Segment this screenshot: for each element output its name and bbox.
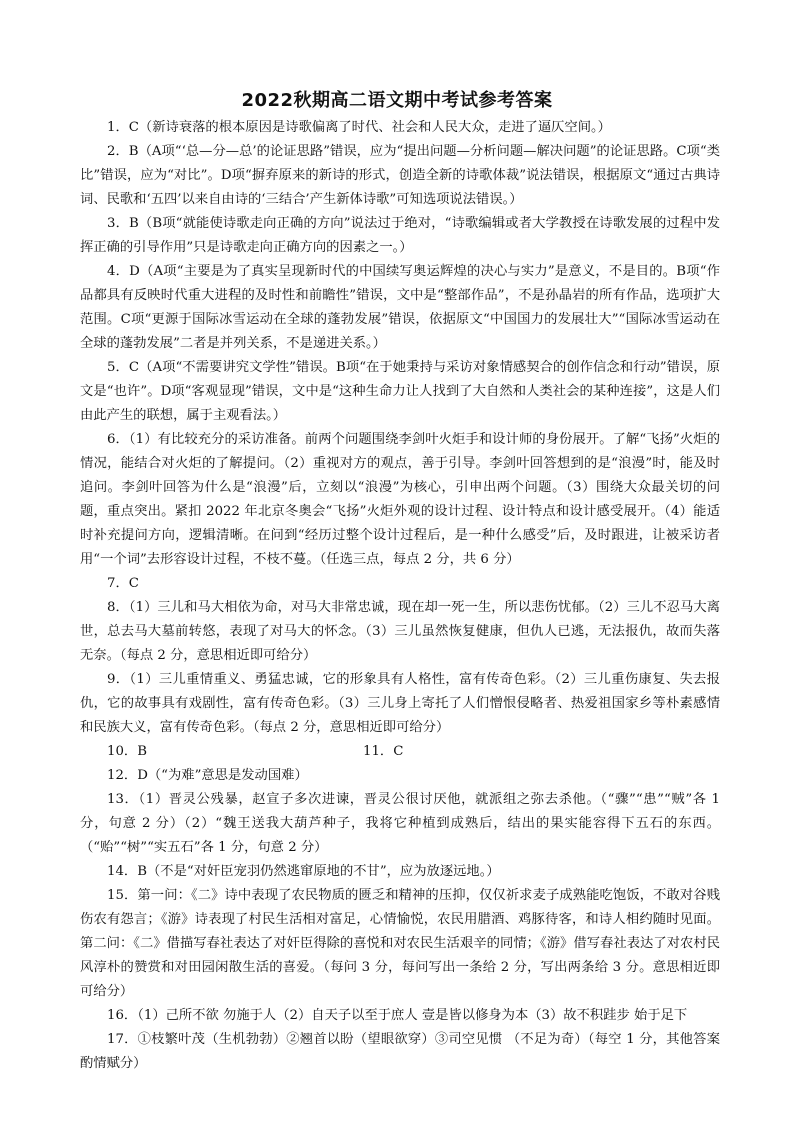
answer-item: 5．C（A项“不需要讲究文学性”错误。B项“在于她秉持与采访对象情感契合的创作信念和行动”错误，原文是“也许”。D项“客观显现”错误，文中是“这种生命力让人找到了大自然和人类社会的某种连接”，这是人们由此产生的联想，属于主观看法。） [80, 360, 720, 423]
answer-item: 10．B [107, 744, 147, 759]
answer-item: 6．（1）有比较充分的采访准备。前两个问题围绕李剑叶火炬手和设计师的身份展开。了解“飞扬”火炬的情况，能结合对火炬的了解提问。（2）重视对方的观点，善于引导。李剑叶回答想到的是“浪漫”时，能及时追问。李剑叶回答为什么是“浪漫”后，立刻以“浪漫”为核心，引申出两个问题。（3）围绕大众最关切的问题，重点突出。紧扣 2022 年北京冬奥会“飞扬”火炬外观的设计过程、设计特点和设计感受展开。（4）能适时补充提问方向，逻辑清晰。在问到“经历过整个设计过程后，是一种什么感受”后，及时跟进，让被采访者用“一个词”去形容设计过程，不枝不蔓。（任选三点，每点 2 分，共 6 分） [80, 432, 720, 567]
answer-item: 15．第一问：《二》诗中表现了农民物质的匮乏和精神的压抑，仅仅祈求麦子成熟能吃饱饭，不敢对谷贱伤农有怨言；《游》诗表现了村民生活相对富足，心情愉悦，农民用腊酒、鸡豚待客，和诗人相约随时见面。第二问：《二》借描写春社表达了对奸臣得除的喜悦和对农民生活艰辛的同情；《游》借写春社表达了对农村民风淳朴的赞赏和对田园闲散生活的喜爱。（每问 3 分，每问写出一条给 2 分，写出两条给 3 分。意思相近即可给分） [80, 888, 720, 999]
answer-item: 4．D（A项“主要是为了真实呈现新时代的中国续写奥运辉煌的决心与实力”是意义，不是目的。B项“作品都具有反映时代重大进程的及时性和前瞻性”错误，文中是“整部作品”，不是孙晶岩的所有作品，选项扩大范围。C项“更源于国际冰雪运动在全球的蓬勃发展”错误，依据原文“中国国力的发展壮大”“国际冰雪运动在全球的蓬勃发展”二者是并列关系，不是递进关系。） [80, 264, 720, 351]
answer-list [80, 116, 720, 1076]
answer-item: 16．（1）己所不欲 勿施于人（2）自天子以至于庶人 壹是皆以修身为本（3）故不积跬步 始于足下 [107, 1008, 688, 1023]
answer-item: 13．（1）晋灵公残暴，赵宣子多次进谏，晋灵公很讨厌他，就派组之弥去杀他。（“骤”“患”“贼”各 1 分，句意 2 分）（2）“魏王送我大葫芦种子，我将它种植到成熟后，结出的果实能容得下五石的东西。（“贻”“树”“实五石”各 1 分，句意 2 分） [80, 792, 720, 855]
answer-row [80, 740, 720, 764]
answer-item: 7．C [107, 576, 139, 591]
page-title: 2022秋期高二语文期中考试参考答案 [241, 90, 553, 111]
answer-item: 17．①枝繁叶茂（生机勃勃）②翘首以盼（望眼欲穿）③司空见惯 （不足为奇）（每空 1 分，其他答案酌情赋分） [80, 1032, 720, 1071]
answer-item: 11．C [363, 744, 404, 759]
answer-item: 3．B（B项“就能使诗歌走向正确的方向”说法过于绝对，“诗歌编辑或者大学教授在诗歌发展的过程中发挥正确的引导作用”只是诗歌走向正确方向的因素之一。） [80, 216, 720, 255]
answer-item: 12．D（“为难”意思是发动国难） [107, 768, 308, 783]
answer-item: 9．（1）三儿重情重义、勇猛忠诚，它的形象具有人格性，富有传奇色彩。（2）三儿重伤康复、失去报仇，它的故事具有戏剧性，富有传奇色彩。（3）三儿身上寄托了人们憎恨侵略者、热爱祖国家乡等朴素感情和民族大义，富有传奇色彩。（每点 2 分，意思相近即可给分） [80, 672, 720, 735]
answer-item: 8．（1）三儿和马大相依为命，对马大非常忠诚，现在却一死一生，所以悲伤忧郁。（2）三儿不忍马大离世，总去马大墓前转悠，表现了对马大的怀念。（3）三儿虽然恢复健康，但仇人已逃，无法报仇，故而失落无奈。（每点 2 分，意思相近即可给分） [80, 600, 720, 663]
answer-item: 2．B（A项“‘总—分—总’的论证思路”错误，应为“提出问题—分析问题—解决问题”的论证思路。C项“类比”错误，应为“对比”。D项“摒弃原来的新诗的形式，创造全新的诗歌体裁”说法错误，根据原文“通过古典诗词、民歌和‘五四’以来自由诗的‘三结合’产生新体诗歌”可知选项说法错误。） [80, 144, 720, 207]
answer-item: 14．B（不是“对奸臣宠羽仍然逃窜原地的不甘”，应为放逐远地。） [107, 864, 500, 879]
answer-item: 1．C（新诗衰落的根本原因是诗歌偏离了时代、社会和人民大众，走进了逼仄空间。） [107, 120, 611, 135]
